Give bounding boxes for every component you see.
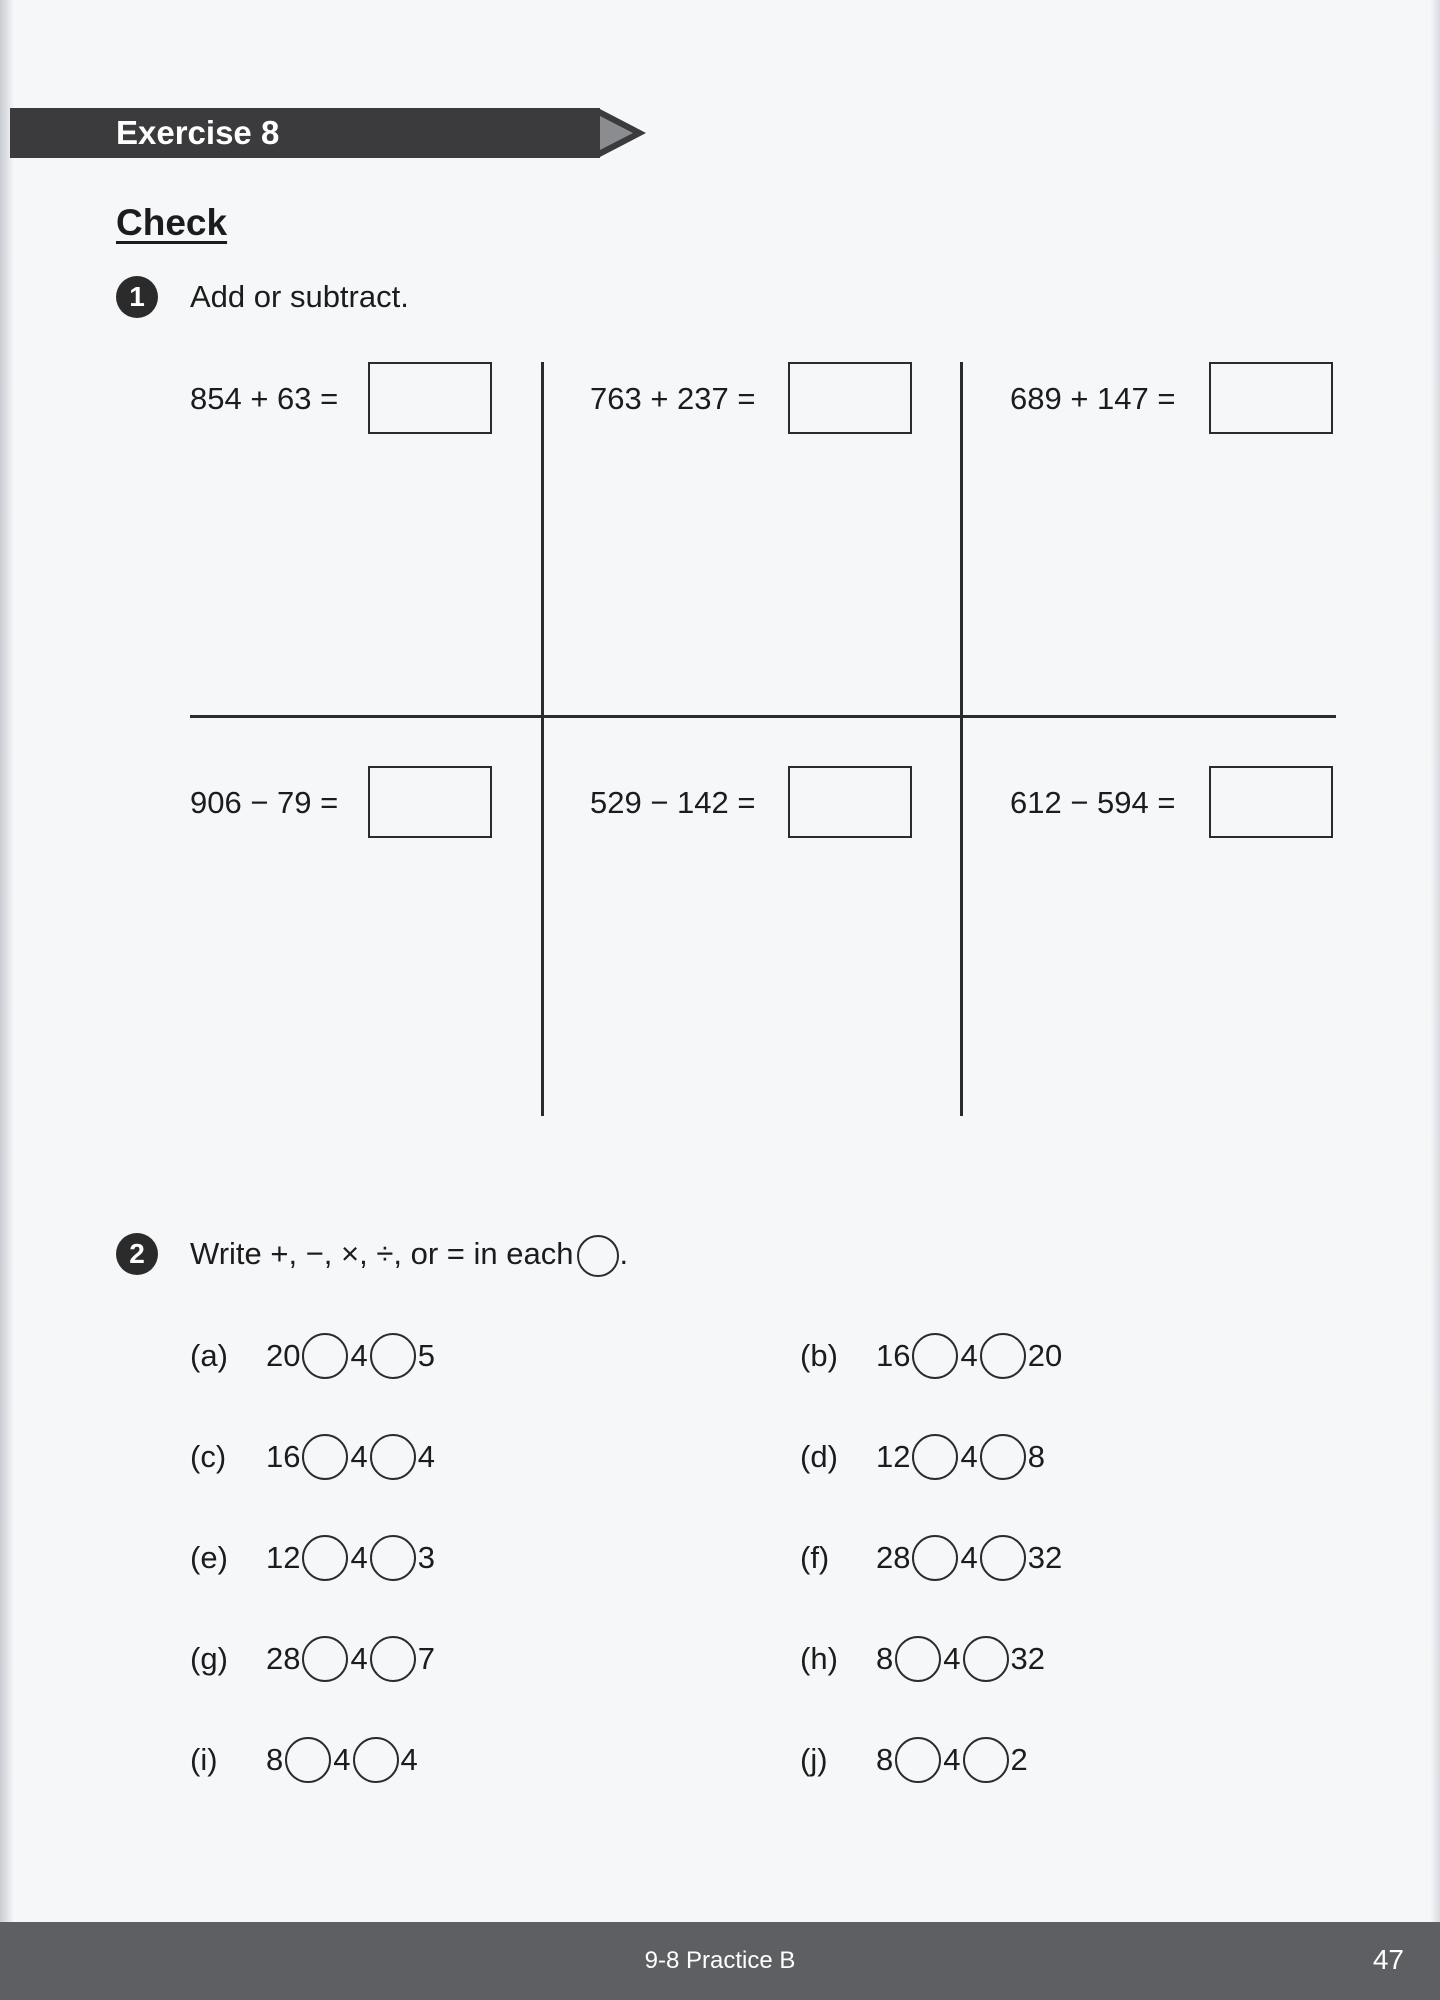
- operator-circle[interactable]: [963, 1737, 1009, 1783]
- operator-circle[interactable]: [302, 1333, 348, 1379]
- question-number-1: 1: [116, 276, 158, 318]
- question-1-instruction: Add or subtract.: [190, 279, 409, 314]
- problem-expression: 529 − 142 =: [590, 785, 756, 820]
- operand: 16: [876, 1338, 911, 1373]
- operator-item: [190, 1732, 418, 1788]
- operand: 20: [266, 1338, 301, 1373]
- operator-item: [800, 1328, 1062, 1384]
- operand: 8: [1027, 1439, 1045, 1474]
- operand: 4: [350, 1540, 368, 1575]
- item-label: (d): [800, 1439, 838, 1474]
- grid-divider-vertical: [541, 362, 544, 1116]
- operator-circle[interactable]: [370, 1535, 416, 1581]
- operator-item: [190, 1631, 435, 1687]
- operator-circle[interactable]: [895, 1737, 941, 1783]
- operator-circle[interactable]: [980, 1333, 1026, 1379]
- question-number-2: 2: [116, 1233, 158, 1275]
- operand: 4: [960, 1439, 978, 1474]
- item-label: (f): [800, 1540, 830, 1575]
- item-label: (c): [190, 1439, 227, 1474]
- exercise-title: Exercise 8: [116, 114, 280, 151]
- operand: 4: [350, 1338, 368, 1373]
- section-title: Check: [116, 202, 228, 243]
- answer-box[interactable]: [1209, 362, 1333, 434]
- operand: 32: [1010, 1641, 1045, 1676]
- item-label: (h): [800, 1641, 838, 1676]
- item-label: (g): [190, 1641, 228, 1676]
- operand: 4: [400, 1742, 418, 1777]
- operand: 20: [1027, 1338, 1063, 1373]
- item-label: (j): [800, 1742, 828, 1777]
- operator-circle[interactable]: [912, 1434, 958, 1480]
- operator-circle[interactable]: [285, 1737, 331, 1783]
- operator-circle[interactable]: [370, 1434, 416, 1480]
- operator-circle[interactable]: [912, 1535, 958, 1581]
- operand: 12: [876, 1439, 911, 1474]
- operand: 8: [266, 1742, 284, 1777]
- operator-circle[interactable]: [302, 1535, 348, 1581]
- header-banner: [10, 108, 600, 158]
- answer-box[interactable]: [788, 766, 912, 838]
- operator-circle[interactable]: [963, 1636, 1009, 1682]
- problem-expression: 689 + 147 =: [1010, 381, 1176, 416]
- operator-circle[interactable]: [302, 1636, 348, 1682]
- item-label: (b): [800, 1338, 838, 1373]
- operand: 4: [417, 1439, 435, 1474]
- operator-circle[interactable]: [302, 1434, 348, 1480]
- operand: 4: [350, 1439, 368, 1474]
- operator-circle[interactable]: [895, 1636, 941, 1682]
- question-2-instruction-text: Write +, −, ×, ÷, or = in each: [190, 1236, 574, 1271]
- problem-expression: 763 + 237 =: [590, 381, 756, 416]
- question-2-instruction-end: .: [619, 1236, 629, 1271]
- operand: 8: [876, 1641, 894, 1676]
- operand: 12: [266, 1540, 301, 1575]
- operand: 4: [960, 1338, 978, 1373]
- operator-circle[interactable]: [980, 1535, 1026, 1581]
- operator-circle[interactable]: [353, 1737, 399, 1783]
- operator-item: [800, 1631, 1045, 1687]
- problem-expression: 612 − 594 =: [1010, 785, 1176, 820]
- operand: 4: [943, 1641, 961, 1676]
- operand: 28: [266, 1641, 301, 1676]
- operand: 5: [417, 1338, 435, 1373]
- question-2-instruction: [190, 1234, 628, 1277]
- answer-box[interactable]: [368, 362, 492, 434]
- operator-item: [800, 1530, 1062, 1586]
- item-label: (e): [190, 1540, 228, 1575]
- page-edge-shadow: [1430, 0, 1440, 2000]
- operator-circle[interactable]: [370, 1333, 416, 1379]
- answer-box[interactable]: [788, 362, 912, 434]
- answer-box[interactable]: [1209, 766, 1333, 838]
- problem-expression: 854 + 63 =: [190, 381, 339, 416]
- circle-icon: [577, 1235, 619, 1277]
- operand: 4: [350, 1641, 368, 1676]
- page-binding-shadow: [0, 0, 14, 2000]
- item-label: (a): [190, 1338, 228, 1373]
- problem-expression: 906 − 79 =: [190, 785, 339, 820]
- operator-circle[interactable]: [370, 1636, 416, 1682]
- answer-box[interactable]: [368, 766, 492, 838]
- operand: 16: [266, 1439, 301, 1474]
- operator-item: [190, 1328, 435, 1384]
- operand: 3: [417, 1540, 435, 1575]
- operand: 7: [417, 1641, 435, 1676]
- grid-divider-horizontal: [190, 715, 1336, 718]
- page-number: 47: [1372, 1944, 1404, 1975]
- operand: 2: [1010, 1742, 1028, 1777]
- operand: 4: [333, 1742, 351, 1777]
- operand: 4: [943, 1742, 961, 1777]
- item-label: (i): [190, 1742, 218, 1777]
- operand: 4: [960, 1540, 978, 1575]
- footer-section-label: 9-8 Practice B: [644, 1947, 796, 1974]
- operator-circle[interactable]: [980, 1434, 1026, 1480]
- banner-arrow-highlight: [600, 116, 633, 150]
- operator-item: [190, 1530, 435, 1586]
- operator-item: [190, 1429, 435, 1485]
- grid-divider-vertical: [960, 362, 963, 1116]
- operand: 8: [876, 1742, 894, 1777]
- operator-item: [800, 1732, 1028, 1788]
- operator-circle[interactable]: [912, 1333, 958, 1379]
- operand: 32: [1027, 1540, 1063, 1575]
- operator-item: [800, 1429, 1045, 1485]
- operand: 28: [876, 1540, 911, 1575]
